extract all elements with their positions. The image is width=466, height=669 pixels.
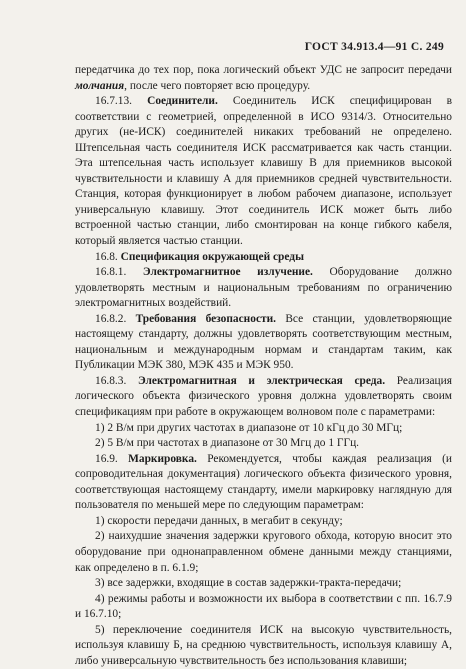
paragraph-16-9: [75, 452, 452, 514]
clause-number: 16.8.2.: [95, 312, 127, 325]
list-item: 1) 2 В/м при других частотах в диапазоне от 10 кГц до 30 МГц;: [95, 421, 403, 434]
clause-text: Соединитель ИСК специфицирован в соответствии с геометрией, определенной в ИСО 9314/3. Относительно других (не-ИСК) соединителей никаких требований не определено. Штепсельная часть соединителя ИСК рассматривается как часть станции. Эта штепсельная часть использует клавишу В для приемников высокой чувствительности и клавишу А для приемников средней чувствительности. Станция, которая функционирует в любом рабочем диапазоне, использует универсальную клавишу. Этот соединитель ИСК может быть либо встроенной частью станции, либо смонтирован на конце гибкого кабеля, который является частью станции.: [75, 95, 453, 248]
clause-heading: Электромагнитная и электрическая среда.: [137, 374, 386, 387]
list-item: 5) переключение соединителя ИСК на высокую чувствительность, используя клавишу Б, на среднюю чувствительность, используя клавишу А, либо универсальную чувствительность без использования клавиши;: [75, 623, 452, 667]
paragraph: передатчика до тех пор, пока логический объект УДС не запросит передачи молчания, после чего повторяет всю процедуру.: [75, 64, 452, 92]
clause-text: Все станции, удовлетворяющие настоящему стандарту, должны удовлетворять соответствующим местным, национальным и международным нормам и стандартам таким, как Публикации МЭК 380, МЭК 435 и МЭК 950.: [75, 312, 452, 372]
emphasis: молчания: [75, 79, 125, 92]
clause-number: 16.8.3.: [95, 374, 127, 387]
clause-text: Рекомендуется, чтобы каждая реализация (и сопроводительная документация) логического объекта физического уровня, соответствующая настоящему стандарту, имели маркировку наглядную для пользователя по меньшей мере по следующим параметрам:: [75, 452, 453, 512]
document-body: [75, 63, 452, 669]
clause-number: 16.9.: [95, 452, 118, 465]
paragraph-16-8-3: [75, 374, 452, 421]
clause-number: 16.8.1.: [95, 266, 127, 279]
clause-number: 16.8.: [95, 250, 118, 263]
clause-number: 16.7.13.: [95, 95, 133, 108]
paragraph-16-8-1: [75, 265, 452, 312]
list-item: 4) режимы работы и возможности их выбора в соответствии с пп. 16.7.9 и 16.7.10;: [75, 592, 452, 621]
paragraph-16-7-13: [75, 94, 452, 249]
list-item: 2) 5 В/м при частотах в диапазоне от 30 Мгц до 1 ГГц.: [95, 437, 360, 450]
clause-heading: Маркировка.: [128, 452, 197, 465]
list-item: 2) наихудшие значения задержки кругового обхода, которую вносит это оборудование при однонаправленном обмене данными между станциями, как определено в п. 6.1.9;: [75, 530, 452, 574]
paragraph-16-8-2: [75, 312, 452, 374]
clause-text: Оборудование должно удовлетворять местным и национальным требованиям по ограничению электромагнитных воздействий.: [75, 266, 452, 310]
list-item: 1) скорости передачи данных, в мегабит в секунду;: [95, 514, 343, 527]
clause-heading: Требования безопасности.: [135, 312, 277, 325]
clause-text: Реализация логического объекта физического уровня должна удовлетворять своим спецификациям при работе в окружающем волновом поле с параметрами:: [75, 374, 452, 419]
page-header: ГОСТ 34.913.4—91 С. 249: [304, 41, 444, 53]
paragraph-16-8: [75, 250, 452, 266]
list-item: 3) все задержки, входящие в состав задержки-тракта-передачи;: [95, 577, 402, 590]
clause-heading: Электромагнитное излучение.: [142, 266, 313, 279]
clause-heading: Спецификация окружающей среды: [120, 250, 304, 263]
clause-heading: Соединители.: [147, 95, 218, 108]
